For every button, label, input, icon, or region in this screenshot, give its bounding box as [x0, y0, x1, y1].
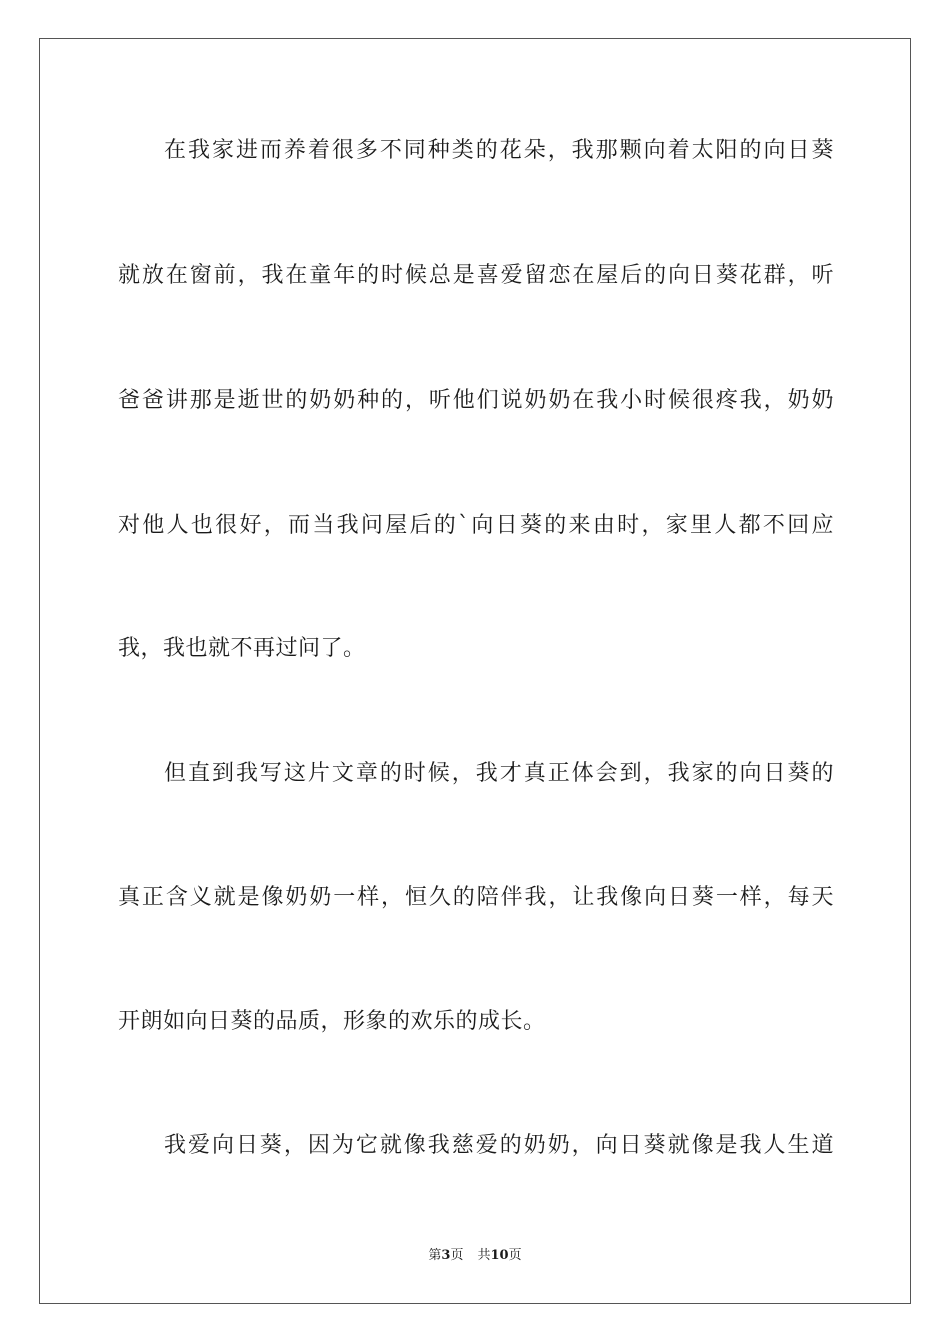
- paragraph-1-line-4: 对他人也很好，而当我问屋后的`向日葵的来由时，家里人都不回应: [118, 513, 834, 538]
- paragraph-1-line-5: 我，我也就不再过问了。: [118, 636, 366, 661]
- page-border: [39, 38, 911, 1304]
- paragraph-1-line-3: 爸爸讲那是逝世的奶奶种的，听他们说奶奶在我小时候很疼我，奶奶: [118, 388, 834, 413]
- paragraph-1-line-1: 在我家进而养着很多不同种类的花朵，我那颗向着太阳的向日葵: [164, 138, 834, 163]
- page-current: 3: [441, 1248, 451, 1263]
- total-prefix: 共: [477, 1248, 491, 1263]
- page-prefix: 第: [428, 1248, 442, 1263]
- page-suffix: 页: [450, 1248, 464, 1263]
- page-footer: [0, 1246, 950, 1266]
- paragraph-3-line-1: 我爱向日葵，因为它就像我慈爱的奶奶，向日葵就像是我人生道: [164, 1133, 834, 1158]
- paragraph-2-line-1: 但直到我写这片文章的时候，我才真正体会到，我家的向日葵的: [164, 761, 834, 786]
- paragraph-2-line-3: 开朗如向日葵的品质，形象的欢乐的成长。: [118, 1009, 546, 1034]
- paragraph-1-line-2: 就放在窗前，我在童年的时候总是喜爱留恋在屋后的向日葵花群，听: [118, 263, 834, 288]
- page-total: 10: [490, 1248, 509, 1263]
- total-suffix: 页: [508, 1248, 522, 1263]
- paragraph-2-line-2: 真正含义就是像奶奶一样，恒久的陪伴我，让我像向日葵一样，每天: [118, 885, 834, 910]
